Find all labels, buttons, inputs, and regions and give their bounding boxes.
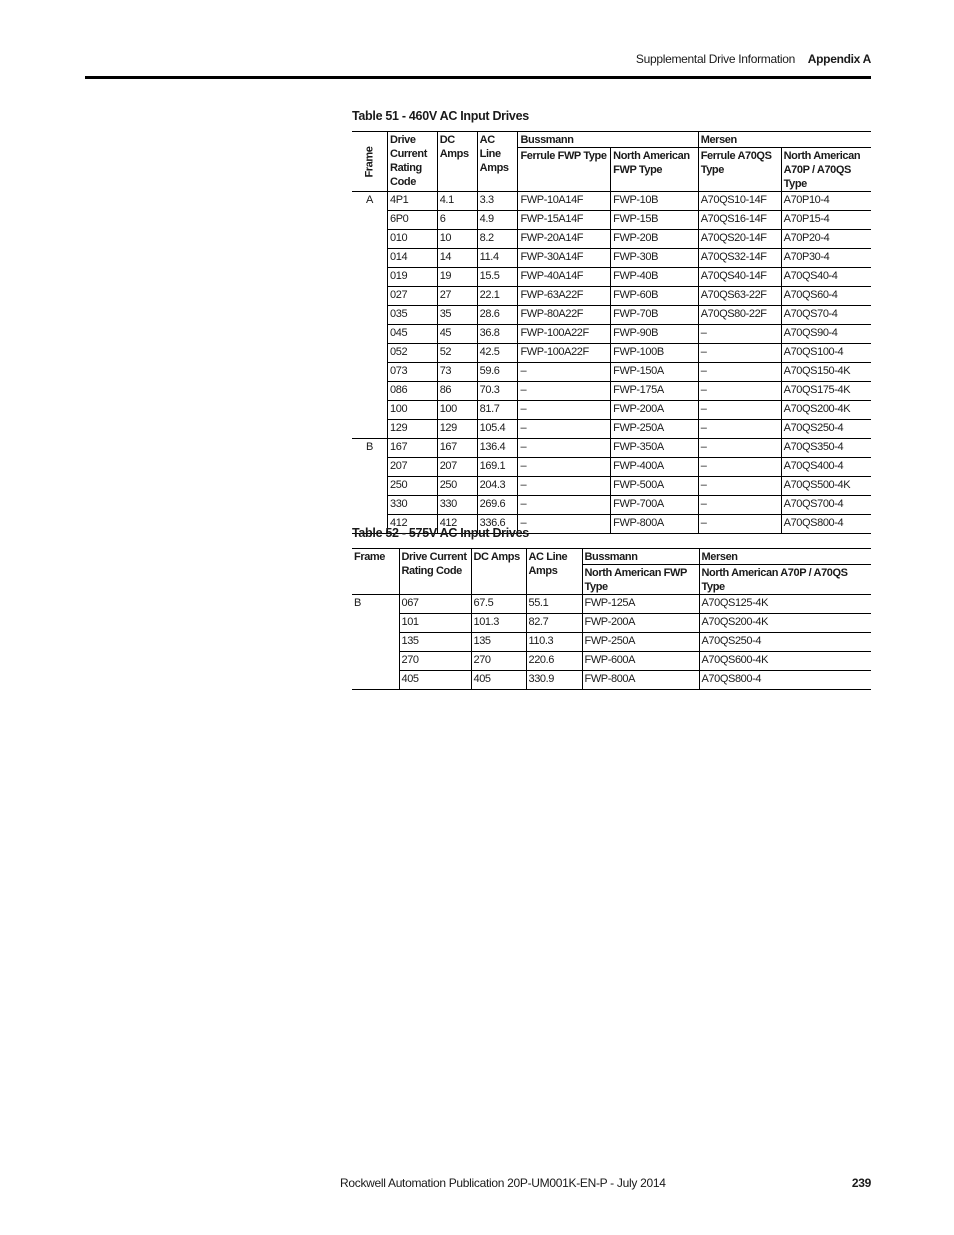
table-row <box>352 458 871 477</box>
frame-cell <box>352 287 388 306</box>
table-cell: A70QS70-4 <box>781 306 871 325</box>
table-cell: A70QS800-4 <box>699 671 871 690</box>
table-cell: FWP-350A <box>611 439 699 458</box>
table-cell: A70QS125-4K <box>699 595 871 614</box>
frame-cell: B <box>366 441 373 453</box>
table-cell: FWP-40B <box>611 268 699 287</box>
table-row <box>352 439 871 458</box>
table-cell: 035 <box>388 306 438 325</box>
table-cell: 412 <box>437 515 477 534</box>
table-cell: – <box>698 477 781 496</box>
table-cell: 19 <box>437 268 477 287</box>
table-cell: 73 <box>437 363 477 382</box>
table-cell: A70P10-4 <box>781 192 871 211</box>
table-row <box>352 614 871 633</box>
frame-cell <box>352 230 388 249</box>
table-cell: – <box>518 477 611 496</box>
publication-info: Rockwell Automation Publication 20P-UM001K-EN-P - July 2014 <box>340 1176 666 1190</box>
table-cell: 412 <box>388 515 438 534</box>
table-cell: 15.5 <box>477 268 518 287</box>
table-cell: – <box>518 515 611 534</box>
table-cell: 4.9 <box>477 211 518 230</box>
table-cell: 086 <box>388 382 438 401</box>
table-cell: FWP-80A22F <box>518 306 611 325</box>
table-row <box>352 652 871 671</box>
table-cell: FWP-175A <box>611 382 699 401</box>
table-cell: – <box>518 363 611 382</box>
table-cell: A70QS10-14F <box>698 192 781 211</box>
section-title: Supplemental Drive Information <box>635 52 795 66</box>
table52-na-a70p-header: North American A70P / A70QS Type <box>699 565 871 595</box>
table-cell: 052 <box>388 344 438 363</box>
table-cell: A70QS60-4 <box>781 287 871 306</box>
table-cell: FWP-150A <box>611 363 699 382</box>
table-row <box>352 287 871 306</box>
table-cell: – <box>518 420 611 439</box>
table-cell: A70QS20-14F <box>698 230 781 249</box>
table-cell: – <box>698 458 781 477</box>
table-cell: 101 <box>399 614 471 633</box>
table-cell: 86 <box>437 382 477 401</box>
table-cell: 42.5 <box>477 344 518 363</box>
table-cell: FWP-100A22F <box>518 344 611 363</box>
table52-mersen-header: Mersen <box>699 549 871 565</box>
frame-cell <box>352 420 388 439</box>
table-cell: FWP-800A <box>582 671 699 690</box>
frame-cell: A <box>366 194 373 206</box>
table-cell: A70QS16-14F <box>698 211 781 230</box>
table-cell: 220.6 <box>526 652 582 671</box>
table-row <box>352 344 871 363</box>
table-cell: – <box>518 439 611 458</box>
table-cell: FWP-500A <box>611 477 699 496</box>
table-cell: A70QS600-4K <box>699 652 871 671</box>
table-cell: 22.1 <box>477 287 518 306</box>
table-cell: 4.1 <box>437 192 477 211</box>
frame-cell <box>352 268 388 287</box>
table52-dc-header: DC Amps <box>471 549 526 595</box>
frame-cell <box>352 249 388 268</box>
table-cell: A70QS150-4K <box>781 363 871 382</box>
table-cell: 45 <box>437 325 477 344</box>
table-cell: FWP-200A <box>611 401 699 420</box>
appendix-label: Appendix A <box>807 52 871 66</box>
table-cell: 67.5 <box>471 595 526 614</box>
table52-na-fwp-header: North American FWP Type <box>582 565 699 595</box>
table-cell: – <box>518 458 611 477</box>
table-cell: 6 <box>437 211 477 230</box>
table-row <box>352 633 871 652</box>
table-cell: 11.4 <box>477 249 518 268</box>
page-number: 239 <box>851 1176 871 1190</box>
table-cell: A70QS200-4K <box>781 401 871 420</box>
page-header <box>85 52 871 79</box>
table-cell: FWP-200A <box>582 614 699 633</box>
table-cell: – <box>698 382 781 401</box>
table-cell: 110.3 <box>526 633 582 652</box>
table-cell: 405 <box>471 671 526 690</box>
table52-ac-header: AC Line Amps <box>526 549 582 595</box>
table-cell: 10 <box>437 230 477 249</box>
table51-code-header: Drive Current Rating Code <box>388 132 438 192</box>
frame-cell <box>352 363 388 382</box>
table-cell: A70QS63-22F <box>698 287 781 306</box>
table-cell: FWP-600A <box>582 652 699 671</box>
frame-cell <box>352 306 388 325</box>
table-cell: – <box>698 420 781 439</box>
table-cell: FWP-30B <box>611 249 699 268</box>
table-cell: 250 <box>388 477 438 496</box>
table-cell: 136.4 <box>477 439 518 458</box>
table51-dc-header: DC Amps <box>437 132 477 192</box>
table-cell: 28.6 <box>477 306 518 325</box>
table-row <box>352 306 871 325</box>
table51 <box>352 131 871 534</box>
table-cell: 70.3 <box>477 382 518 401</box>
table-cell: 336.6 <box>477 515 518 534</box>
frame-cell <box>352 671 399 690</box>
table-cell: 010 <box>388 230 438 249</box>
table-cell: – <box>698 496 781 515</box>
table-cell: A70QS800-4 <box>781 515 871 534</box>
table-cell: A70QS200-4K <box>699 614 871 633</box>
table-cell: 55.1 <box>526 595 582 614</box>
table-cell: – <box>698 363 781 382</box>
table-cell: 100 <box>437 401 477 420</box>
table-cell: FWP-90B <box>611 325 699 344</box>
table-cell: 8.2 <box>477 230 518 249</box>
table51-bussmann-header: Bussmann <box>518 132 698 148</box>
table-cell: FWP-100B <box>611 344 699 363</box>
table-cell: 167 <box>388 439 438 458</box>
table-cell: FWP-100A22F <box>518 325 611 344</box>
table-row <box>352 325 871 344</box>
frame-cell <box>352 652 399 671</box>
table-cell: – <box>698 401 781 420</box>
table-cell: FWP-125A <box>582 595 699 614</box>
frame-cell <box>352 382 388 401</box>
table-cell: A70QS400-4 <box>781 458 871 477</box>
table-cell: 027 <box>388 287 438 306</box>
table51-na-a70p-header: North American A70P / A70QS Type <box>781 148 871 192</box>
table-cell: 270 <box>471 652 526 671</box>
table-cell: FWP-400A <box>611 458 699 477</box>
table-cell: A70QS700-4 <box>781 496 871 515</box>
table-cell: 073 <box>388 363 438 382</box>
table-cell: – <box>518 401 611 420</box>
table-cell: A70QS40-4 <box>781 268 871 287</box>
table-cell: 100 <box>388 401 438 420</box>
table-row <box>352 268 871 287</box>
table-row <box>352 363 871 382</box>
table-row <box>352 401 871 420</box>
table-cell: FWP-250A <box>582 633 699 652</box>
table-cell: FWP-40A14F <box>518 268 611 287</box>
table51-mersen-header: Mersen <box>698 132 871 148</box>
table-cell: 270 <box>399 652 471 671</box>
table-cell: 129 <box>388 420 438 439</box>
table-cell: A70QS175-4K <box>781 382 871 401</box>
table51-na-fwp-header: North American FWP Type <box>611 148 699 192</box>
frame-cell <box>352 325 388 344</box>
table52-bussmann-header: Bussmann <box>582 549 699 565</box>
frame-cell <box>352 477 388 496</box>
table-cell: 330 <box>388 496 438 515</box>
table-cell: FWP-63A22F <box>518 287 611 306</box>
table-cell: – <box>698 515 781 534</box>
table-cell: 330.9 <box>526 671 582 690</box>
table-cell: A70QS40-14F <box>698 268 781 287</box>
table-cell: 019 <box>388 268 438 287</box>
table51-frame-header: Frame <box>352 132 388 192</box>
table-cell: 82.7 <box>526 614 582 633</box>
table-cell: A70P30-4 <box>781 249 871 268</box>
table-cell: 405 <box>399 671 471 690</box>
table-cell: A70QS250-4 <box>781 420 871 439</box>
table-row <box>352 477 871 496</box>
table-cell: A70QS80-22F <box>698 306 781 325</box>
table-cell: 045 <box>388 325 438 344</box>
table-cell: 169.1 <box>477 458 518 477</box>
table-cell: – <box>518 496 611 515</box>
table-cell: FWP-10B <box>611 192 699 211</box>
table52-title: Table 52 - 575V AC Input Drives <box>352 526 529 540</box>
table-cell: FWP-70B <box>611 306 699 325</box>
table-cell: FWP-15A14F <box>518 211 611 230</box>
table-cell: A70P20-4 <box>781 230 871 249</box>
table-cell: 52 <box>437 344 477 363</box>
table51-ferrule-a70qs-header: Ferrule A70QS Type <box>698 148 781 192</box>
frame-cell <box>352 458 388 477</box>
table-row <box>352 420 871 439</box>
table-cell: 3.3 <box>477 192 518 211</box>
table-cell: FWP-250A <box>611 420 699 439</box>
table-cell: FWP-800A <box>611 515 699 534</box>
table-cell: 067 <box>399 595 471 614</box>
table-cell: 36.8 <box>477 325 518 344</box>
table-cell: 35 <box>437 306 477 325</box>
table-row <box>352 671 871 690</box>
table-cell: A70QS350-4 <box>781 439 871 458</box>
table-cell: A70QS500-4K <box>781 477 871 496</box>
table-cell: FWP-10A14F <box>518 192 611 211</box>
table52-frame-header: Frame <box>352 549 399 595</box>
table-cell: 81.7 <box>477 401 518 420</box>
frame-cell: B <box>354 597 361 609</box>
table-cell: 4P1 <box>388 192 438 211</box>
table-cell: FWP-60B <box>611 287 699 306</box>
frame-cell <box>352 344 388 363</box>
table-cell: FWP-15B <box>611 211 699 230</box>
table-cell: 101.3 <box>471 614 526 633</box>
frame-cell <box>352 401 388 420</box>
frame-cell <box>352 211 388 230</box>
table-cell: 330 <box>437 496 477 515</box>
table-cell: 207 <box>437 458 477 477</box>
table-cell: 14 <box>437 249 477 268</box>
table-cell: A70P15-4 <box>781 211 871 230</box>
table-row <box>352 192 871 211</box>
table-cell: A70QS250-4 <box>699 633 871 652</box>
table-row <box>352 595 871 614</box>
table-cell: FWP-20A14F <box>518 230 611 249</box>
table-cell: 167 <box>437 439 477 458</box>
table-cell: 105.4 <box>477 420 518 439</box>
table-cell: 6P0 <box>388 211 438 230</box>
table-cell: – <box>698 344 781 363</box>
table-cell: 204.3 <box>477 477 518 496</box>
frame-cell <box>352 633 399 652</box>
table51-title: Table 51 - 460V AC Input Drives <box>352 109 529 123</box>
frame-cell <box>352 496 388 515</box>
table-row <box>352 230 871 249</box>
table-cell: FWP-30A14F <box>518 249 611 268</box>
table-cell: 135 <box>471 633 526 652</box>
table-cell: 129 <box>437 420 477 439</box>
table-cell: FWP-700A <box>611 496 699 515</box>
table-cell: – <box>698 325 781 344</box>
table-cell: 27 <box>437 287 477 306</box>
table-cell: 269.6 <box>477 496 518 515</box>
table-cell: – <box>698 439 781 458</box>
table-cell: 014 <box>388 249 438 268</box>
table-row <box>352 249 871 268</box>
table-cell: A70QS100-4 <box>781 344 871 363</box>
table-cell: FWP-20B <box>611 230 699 249</box>
table51-ferrule-fwp-header: Ferrule FWP Type <box>518 148 611 192</box>
table-row <box>352 382 871 401</box>
table-cell: 250 <box>437 477 477 496</box>
table-cell: A70QS90-4 <box>781 325 871 344</box>
table52-code-header: Drive Current Rating Code <box>399 549 471 595</box>
table51-ac-header: AC Line Amps <box>477 132 518 192</box>
table-cell: – <box>518 382 611 401</box>
table52 <box>352 548 871 690</box>
table-cell: 135 <box>399 633 471 652</box>
table-cell: 207 <box>388 458 438 477</box>
table-row <box>352 211 871 230</box>
table-cell: A70QS32-14F <box>698 249 781 268</box>
table-cell: 59.6 <box>477 363 518 382</box>
table-row <box>352 496 871 515</box>
frame-cell <box>352 614 399 633</box>
